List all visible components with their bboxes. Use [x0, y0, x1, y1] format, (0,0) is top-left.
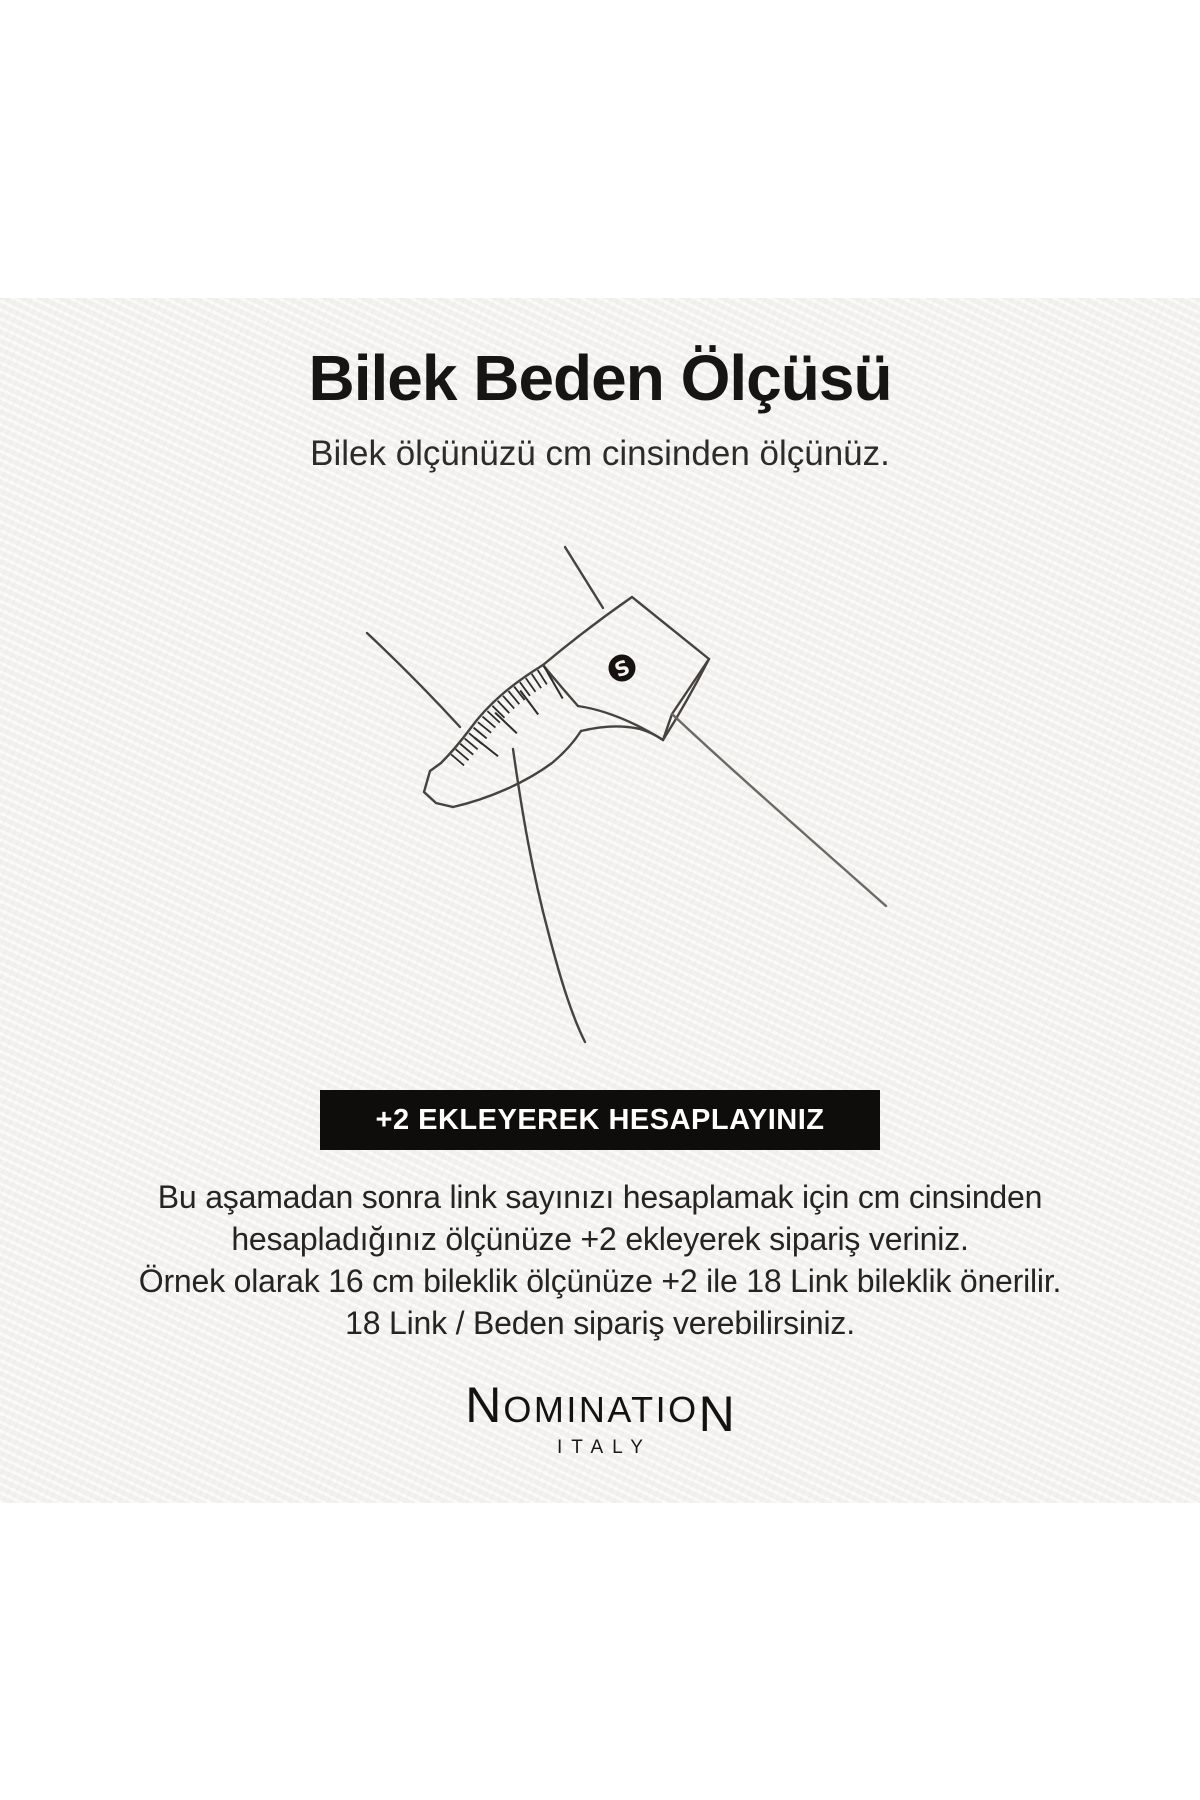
page-subtitle: Bilek ölçünüzü cm cinsinden ölçünüz.	[310, 434, 890, 473]
nomination-monogram-icon	[609, 655, 636, 683]
brand-country: ITALY	[557, 1437, 652, 1458]
calculation-banner: +2 EKLEYEREK HESAPLAYINIZ	[320, 1090, 880, 1150]
brand-wordmark	[0, 1377, 1200, 1442]
wordmark-last-letter: N	[698, 1386, 735, 1442]
instruction-line: Bu aşamadan sonra link sayınızı hesaplamak için cm cinsinden	[157, 1179, 1043, 1215]
instructions-text	[0, 1176, 1200, 1344]
tape-ruler-ticks	[455, 673, 556, 763]
page-title: Bilek Beden Ölçüsü	[308, 342, 892, 414]
arm-outline	[367, 547, 886, 1042]
wrist-measurement-illustration	[0, 478, 1200, 1068]
brand-logo	[0, 1377, 1200, 1459]
instruction-line: Örnek olarak 16 cm bileklik ölçünüze +2 ile 18 Link bileklik önerilir.	[138, 1263, 1062, 1299]
content-panel	[0, 298, 1200, 1503]
instruction-line: hesapladığınız ölçünüze +2 ekleyerek sipariş veriniz.	[231, 1221, 969, 1257]
svg-text:S: S	[611, 654, 634, 683]
wordmark-first-letter: N	[465, 1377, 504, 1433]
wordmark-middle: OMINATIO	[503, 1389, 699, 1430]
instruction-line: 18 Link / Beden sipariş verebilirsiniz.	[345, 1305, 855, 1341]
